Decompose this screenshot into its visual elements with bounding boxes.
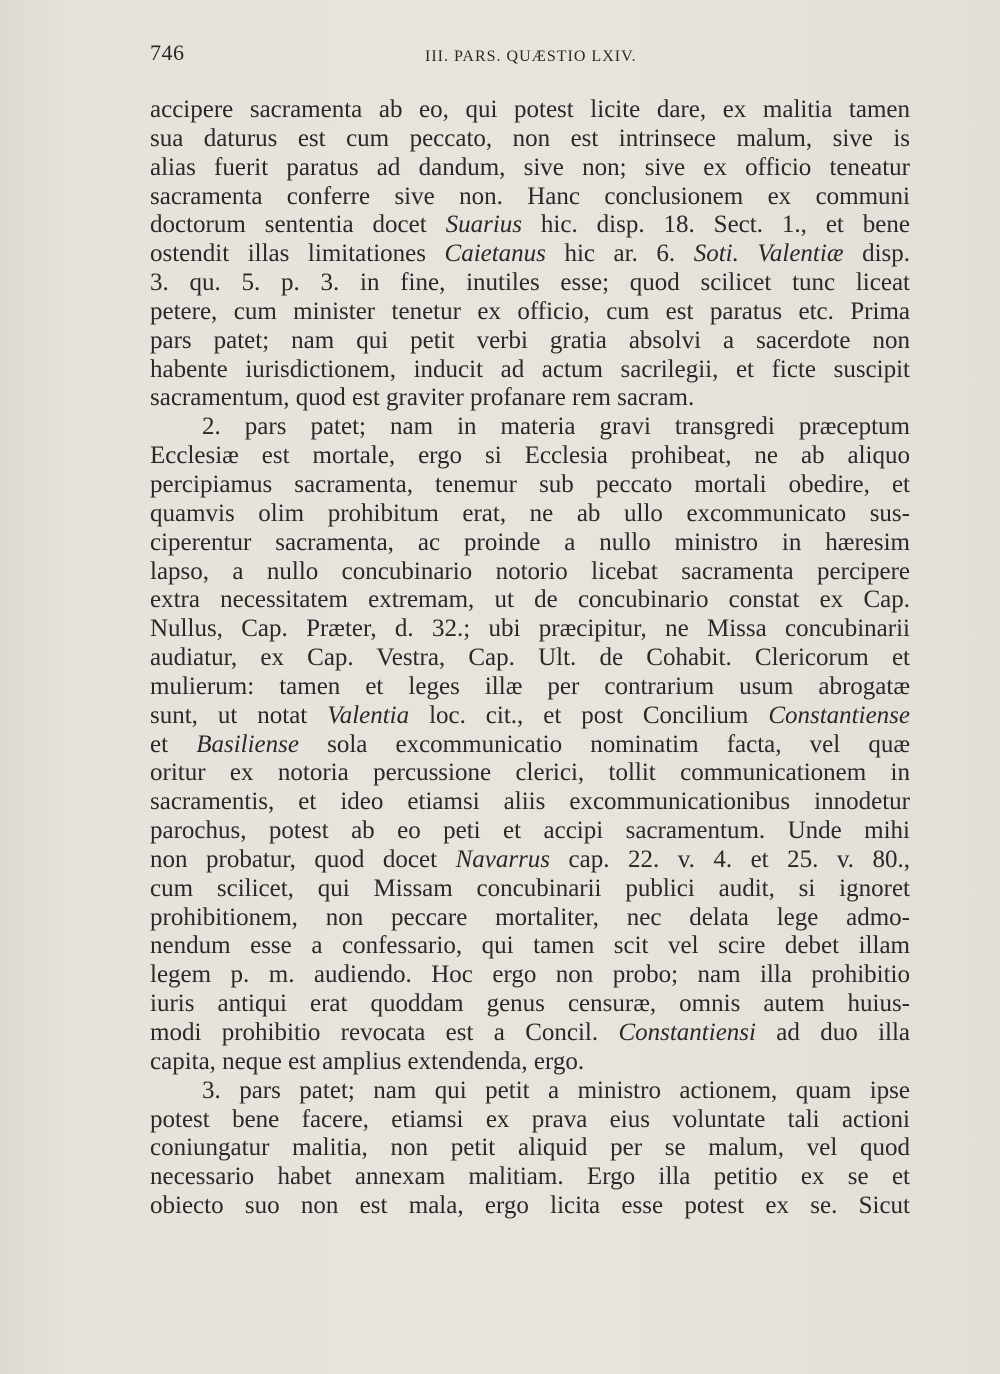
text-segment: cap. 22. v. 4. et 25. v. 80., (550, 845, 910, 873)
text-segment: extra necessitatem extremam, ut de concubinario constat ex Cap. (150, 586, 910, 614)
text-segment: alias fuerit paratus ad dandum, sive non; sive ex officio teneatur (150, 153, 910, 181)
text-segment: ostendit illas limitationes (150, 240, 445, 268)
text-segment: modi prohibitio revocata est a Concil. (150, 1019, 619, 1046)
body-text (150, 96, 910, 1221)
text-line (150, 269, 910, 298)
text-line (150, 875, 910, 904)
text-line (150, 702, 910, 731)
text-line (150, 442, 910, 471)
italic-citation: Suarius (445, 211, 522, 239)
italic-citation: Caietanus (444, 240, 546, 268)
text-segment: hic. disp. 18. Sect. 1., et bene (522, 211, 910, 239)
text-segment: habente iurisdictionem, inducit ad actum sacrilegii, et ficte suscipit (150, 355, 910, 383)
text-segment: lapso, a nullo concubinario notorio licebat sacramenta percipere (150, 557, 910, 585)
text-segment: mulierum: tamen et leges illæ per contrarium usum abrogatæ (150, 672, 910, 700)
italic-citation: Navarrus (455, 845, 551, 873)
page-number: 746 (150, 40, 185, 65)
text-segment: capita, neque est amplius extendenda, ergo. (150, 1047, 585, 1075)
text-segment: obiecto suo non est mala, ergo licita esse potest ex se. Sicut (150, 1192, 910, 1220)
text-segment: 3. qu. 5. p. 3. in fine, inutiles esse; quod scilicet tunc liceat (150, 269, 910, 297)
text-segment: parochus, potest ab eo peti et accipi sacramentum. Unde mihi (150, 817, 910, 845)
text-line (150, 731, 910, 760)
text-line (150, 788, 910, 817)
text-line (150, 500, 910, 529)
text-line (150, 990, 910, 1019)
text-segment: ad duo illa (755, 1019, 911, 1046)
text-segment: nendum esse a confessario, qui tamen scit vel scire debet illam (150, 932, 910, 960)
text-line (150, 327, 910, 356)
text-segment: Nullus, Cap. Præter, d. 32.; ubi præcipitur, ne Missa concubinarii (150, 615, 910, 643)
text-line (150, 615, 910, 644)
text-line (150, 125, 910, 154)
text-line (150, 240, 910, 269)
text-line (150, 1077, 910, 1106)
text-segment: cum scilicet, qui Missam concubinarii publici audit, si ignoret (150, 874, 910, 902)
text-line (150, 356, 910, 385)
text-segment: potest bene facere, etiamsi ex prava eius voluntate tali actioni (150, 1105, 910, 1133)
page-header (150, 40, 910, 70)
text-line (150, 1106, 910, 1135)
text-segment: 2. pars patet; nam in materia gravi transgredi præceptum (202, 413, 910, 441)
text-segment: doctorum sententia docet (150, 211, 446, 239)
text-line (150, 961, 910, 990)
text-line (150, 817, 910, 846)
text-segment: iuris antiqui erat quoddam genus censuræ, omnis autem huius- (150, 990, 910, 1018)
text-line (150, 558, 910, 587)
text-line (150, 183, 910, 212)
text-segment: quamvis olim prohibitum erat, ne ab ullo excommunicato sus- (150, 499, 910, 527)
text-line (150, 846, 910, 875)
text-segment: pars patet; nam qui petit verbi gratia absolvi a sacerdote non (150, 326, 910, 354)
text-line (150, 529, 910, 558)
text-segment: coniungatur malitia, non petit aliquid per se malum, vel quod (150, 1134, 910, 1162)
text-segment: sola excommunicatio nominatim facta, vel quæ (298, 730, 910, 758)
text-line (150, 1019, 910, 1048)
text-line (150, 413, 910, 442)
running-head: III. PARS. QUÆSTIO LXIV. (425, 48, 637, 65)
text-segment: et (150, 730, 197, 758)
text-segment: sunt, ut notat (150, 701, 328, 729)
italic-citation: Constantiense (768, 701, 910, 729)
text-segment: sacramenta conferre sive non. Hanc conclusionem ex communi (150, 182, 910, 210)
italic-citation: Soti. Valentiæ (693, 240, 844, 268)
text-line (150, 154, 910, 183)
text-segment: necessario habet annexam malitiam. Ergo illa petitio ex se et (150, 1163, 910, 1191)
text-segment: percipiamus sacramenta, tenemur sub peccato mortali obedire, et (150, 470, 910, 498)
text-segment: hic ar. 6. (545, 240, 694, 268)
text-segment: oritur ex notoria percussione clerici, tollit communicationem in (150, 759, 910, 787)
text-line (150, 1192, 910, 1221)
text-line (150, 586, 910, 615)
text-segment: Ecclesiæ est mortale, ergo si Ecclesia prohibeat, ne ab aliquo (150, 442, 910, 470)
text-line (150, 644, 910, 673)
text-segment: non probatur, quod docet (150, 845, 456, 873)
text-line (150, 96, 910, 125)
text-segment: sacramentum, quod est graviter profanare rem sacram. (150, 384, 695, 412)
text-segment: sua daturus est cum peccato, non est intrinsece malum, sive is (150, 124, 910, 152)
text-line (150, 1163, 910, 1192)
text-line (150, 298, 910, 327)
text-line (150, 904, 910, 933)
text-line (150, 1134, 910, 1163)
text-line (150, 1048, 910, 1077)
italic-citation: Valentia (327, 701, 410, 729)
text-line (150, 759, 910, 788)
text-segment: disp. (843, 240, 910, 268)
text-line (150, 471, 910, 500)
text-segment: loc. cit., et post Concilium (409, 701, 769, 729)
text-segment: accipere sacramenta ab eo, qui potest licite dare, ex malitia tamen (150, 96, 910, 123)
text-segment: audiatur, ex Cap. Vestra, Cap. Ult. de Cohabit. Clericorum et (150, 644, 910, 672)
text-segment: ciperentur sacramenta, ac proinde a nullo ministro in hæresim (150, 528, 910, 556)
text-segment: prohibitionem, non peccare mortaliter, nec delata lege admo- (150, 903, 910, 931)
text-line (150, 384, 910, 413)
text-segment: 3. pars patet; nam qui petit a ministro actionem, quam ipse (202, 1076, 910, 1104)
text-segment: sacramentis, et ideo etiamsi aliis excommunicationibus innodetur (150, 788, 910, 816)
italic-citation: Basiliense (196, 730, 299, 758)
text-line (150, 673, 910, 702)
text-segment: legem p. m. audiendo. Hoc ergo non probo; nam illa prohibitio (150, 961, 910, 989)
italic-citation: Constantiensi (618, 1019, 756, 1046)
text-line (150, 211, 910, 240)
text-segment: petere, cum minister tenetur ex officio, cum est paratus etc. Prima (150, 297, 910, 325)
text-line (150, 932, 910, 961)
